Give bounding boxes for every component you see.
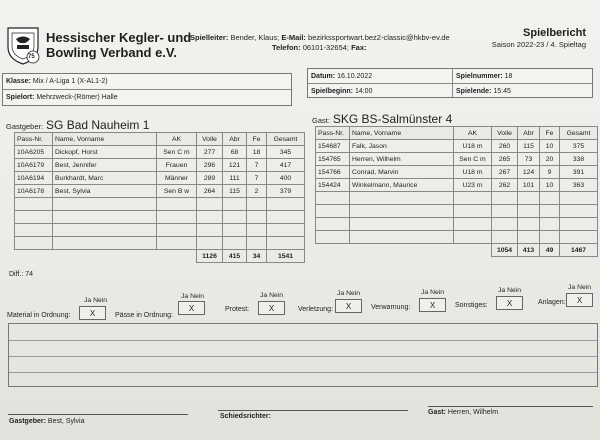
cell-fe: 7 — [247, 159, 267, 172]
cell-gesamt: 363 — [560, 179, 598, 192]
class-venue-box — [2, 73, 292, 106]
cell-abr: 115 — [518, 140, 540, 153]
cell-ak: U18 m — [454, 140, 492, 153]
date-value: 16.10.2022 — [337, 73, 373, 80]
total-volle: 1054 — [492, 244, 518, 257]
end-value: 15:45 — [493, 88, 511, 95]
cell-ak: Sen C m — [454, 153, 492, 166]
home-team-header — [6, 118, 149, 132]
check-box[interactable]: X — [419, 298, 446, 312]
date-time-box — [307, 68, 593, 98]
col-ak: AK — [157, 133, 197, 146]
venue-row — [3, 90, 291, 106]
col-name: Name, Vorname — [53, 133, 157, 146]
check-label: Anlagen: — [538, 299, 566, 306]
cell-volle: 289 — [197, 172, 223, 185]
cell-pass: 10A6194 — [15, 172, 53, 185]
cell-ak: U18 m — [454, 166, 492, 179]
date-label: Datum: — [311, 73, 336, 80]
cell-pass: 154766 — [316, 166, 350, 179]
referee-signature — [220, 413, 271, 420]
check-label: Sonstiges: — [455, 302, 488, 309]
cell-volle: 265 — [492, 153, 518, 166]
check-box[interactable]: X — [79, 306, 106, 320]
cell-volle: 264 — [197, 185, 223, 198]
fax-label: Fax: — [351, 43, 367, 52]
check-box[interactable]: X — [496, 296, 523, 310]
cell-gesamt: 379 — [267, 185, 305, 198]
col-fe: Fe — [540, 127, 560, 140]
referee-sign-label: Schiedsrichter: — [220, 413, 271, 420]
yes-no-header: Ja Nein — [260, 292, 284, 299]
score-difference: Diff.: 74 — [9, 271, 33, 278]
check-label: Protest: — [225, 306, 250, 313]
empty-row — [15, 198, 305, 211]
cell-gesamt: 345 — [267, 146, 305, 159]
cell-pass: 154424 — [316, 179, 350, 192]
check-label: Material in Ordnung: — [7, 312, 71, 319]
cell-gesamt: 375 — [560, 140, 598, 153]
cell-gesamt: 400 — [267, 172, 305, 185]
total-gesamt: 1467 — [560, 244, 598, 257]
leader-label: Spielleiter: — [190, 33, 229, 42]
cell-volle: 277 — [197, 146, 223, 159]
table-row — [15, 146, 305, 159]
cell-gesamt: 391 — [560, 166, 598, 179]
guest-sign-name: Herren, Wilhelm — [447, 409, 499, 416]
cell-ak: Sen B w — [157, 185, 197, 198]
home-team-label: Gastgeber: — [6, 122, 44, 131]
cell-abr: 115 — [223, 185, 247, 198]
col-gesamt: Gesamt — [267, 133, 305, 146]
report-title: Spielbericht — [523, 27, 586, 39]
venue-label: Spielort: — [6, 94, 35, 101]
cell-volle: 262 — [492, 179, 518, 192]
date-row — [308, 69, 592, 84]
table-row — [15, 185, 305, 198]
class-row — [3, 74, 291, 90]
cell-name: Falk, Jason — [350, 140, 454, 153]
col-volle: Volle — [197, 133, 223, 146]
email-label: E-Mail: — [281, 33, 306, 42]
gameno-value: 18 — [504, 73, 513, 80]
class-value: Mix / A-Liga 1 (X-AL1-2) — [32, 78, 108, 85]
total-fe: 34 — [247, 250, 267, 263]
guest-signature — [428, 409, 498, 416]
col-pass: Pass-Nr. — [316, 127, 350, 140]
col-ak: AK — [454, 127, 492, 140]
notes-area[interactable] — [8, 323, 598, 387]
cell-gesamt: 417 — [267, 159, 305, 172]
check-label: Verwarnung: — [371, 304, 411, 311]
season-info: Saison 2022-23 / 4. Spieltag — [491, 40, 586, 49]
cell-fe: 10 — [540, 179, 560, 192]
guest-header-row — [316, 127, 598, 140]
col-fe: Fe — [247, 133, 267, 146]
cell-name: Burkhardt, Marc — [53, 172, 157, 185]
col-abr: Abr — [518, 127, 540, 140]
cell-name: Best, Sylvia — [53, 185, 157, 198]
total-abr: 413 — [518, 244, 540, 257]
cell-abr: 121 — [223, 159, 247, 172]
empty-row — [15, 224, 305, 237]
table-row — [316, 166, 598, 179]
guest-sign-label: Gast: — [428, 409, 446, 416]
phone-label: Telefon: — [272, 43, 301, 52]
host-sign-label: Gastgeber: — [9, 418, 46, 425]
cell-volle: 267 — [492, 166, 518, 179]
yes-no-header: Ja Nein — [181, 293, 205, 300]
col-pass: Pass-Nr. — [15, 133, 53, 146]
class-label: Klasse: — [6, 78, 31, 85]
yes-no-header: Ja Nein — [337, 290, 361, 297]
leader-name: Bender, Klaus; — [230, 33, 280, 42]
total-abr: 415 — [223, 250, 247, 263]
cell-name: Winkelmann, Maurice — [350, 179, 454, 192]
cell-abr: 68 — [223, 146, 247, 159]
cell-ak: Frauen — [157, 159, 197, 172]
cell-pass: 10A6205 — [15, 146, 53, 159]
check-box[interactable]: X — [335, 299, 362, 313]
cell-name: Dickopf, Horst — [53, 146, 157, 159]
logo-number: 75 — [28, 54, 35, 60]
totals-row — [15, 250, 305, 263]
cell-ak: Männer — [157, 172, 197, 185]
cell-ak: U23 m — [454, 179, 492, 192]
table-row — [316, 140, 598, 153]
empty-row — [316, 205, 598, 218]
cell-pass: 154687 — [316, 140, 350, 153]
check-box[interactable]: X — [178, 301, 205, 315]
empty-row — [15, 237, 305, 250]
leader-line — [190, 33, 450, 42]
guest-team-label: Gast: — [312, 116, 330, 125]
org-name-line2: Bowling Verband e.V. — [46, 45, 177, 60]
venue-value: Mehrzweck-(Römer) Halle — [36, 94, 118, 101]
guest-score-table — [315, 126, 598, 257]
guest-team-name: SKG BS-Salmünster 4 — [332, 112, 453, 126]
cell-volle: 260 — [492, 140, 518, 153]
col-volle: Volle — [492, 127, 518, 140]
start-label: Spielbeginn: — [311, 88, 353, 95]
cell-volle: 296 — [197, 159, 223, 172]
empty-row — [15, 211, 305, 224]
empty-row — [316, 218, 598, 231]
check-label: Verletzung: — [298, 306, 334, 313]
host-sign-name: Best, Sylvia — [47, 418, 85, 425]
cell-fe: 9 — [540, 166, 560, 179]
total-volle: 1126 — [197, 250, 223, 263]
cell-name: Best, Jennifer — [53, 159, 157, 172]
col-abr: Abr — [223, 133, 247, 146]
cell-abr: 111 — [223, 172, 247, 185]
cell-fe: 20 — [540, 153, 560, 166]
col-name: Name, Vorname — [350, 127, 454, 140]
cell-abr: 124 — [518, 166, 540, 179]
host-signature — [9, 418, 85, 425]
cell-name: Conrad, Marvin — [350, 166, 454, 179]
end-label: Spielende: — [456, 88, 492, 95]
yes-no-header: Ja Nein — [84, 297, 108, 304]
email-value: bezirkssportwart.bez2-classic@hkbv-ev.de — [308, 33, 450, 42]
cell-name: Herren, Wilhelm — [350, 153, 454, 166]
cell-fe: 18 — [247, 146, 267, 159]
phone-value: 06101-32654; — [302, 43, 349, 52]
yes-no-header: Ja Nein — [421, 289, 445, 296]
cell-pass: 154765 — [316, 153, 350, 166]
cell-pass: 10A6179 — [15, 159, 53, 172]
table-row — [15, 172, 305, 185]
table-row — [316, 153, 598, 166]
yes-no-header: Ja Nein — [498, 287, 522, 294]
total-gesamt: 1541 — [267, 250, 305, 263]
table-row — [316, 179, 598, 192]
gameno-label: Spielnummer: — [456, 73, 503, 80]
phone-line — [272, 43, 367, 52]
empty-row — [316, 192, 598, 205]
cell-ak: Sen C m — [157, 146, 197, 159]
cell-fe: 10 — [540, 140, 560, 153]
check-label: Pässe in Ordnung: — [115, 312, 173, 319]
start-value: 14:00 — [354, 88, 373, 95]
check-box[interactable]: X — [258, 301, 285, 315]
cell-fe: 2 — [247, 185, 267, 198]
table-row — [15, 159, 305, 172]
total-fe: 49 — [540, 244, 560, 257]
time-row — [308, 84, 592, 99]
org-name-line1: Hessischer Kegler- und — [46, 30, 192, 45]
col-gesamt: Gesamt — [560, 127, 598, 140]
cell-abr: 73 — [518, 153, 540, 166]
home-header-row — [15, 133, 305, 146]
check-box[interactable]: X — [566, 293, 593, 307]
home-team-name: SG Bad Nauheim 1 — [46, 118, 150, 132]
guest-team-header — [312, 112, 452, 126]
cell-abr: 101 — [518, 179, 540, 192]
cell-fe: 7 — [247, 172, 267, 185]
yes-no-header: Ja Nein — [568, 284, 592, 291]
totals-row — [316, 244, 598, 257]
empty-row — [316, 231, 598, 244]
home-score-table — [14, 132, 305, 263]
cell-pass: 10A6178 — [15, 185, 53, 198]
cell-gesamt: 338 — [560, 153, 598, 166]
